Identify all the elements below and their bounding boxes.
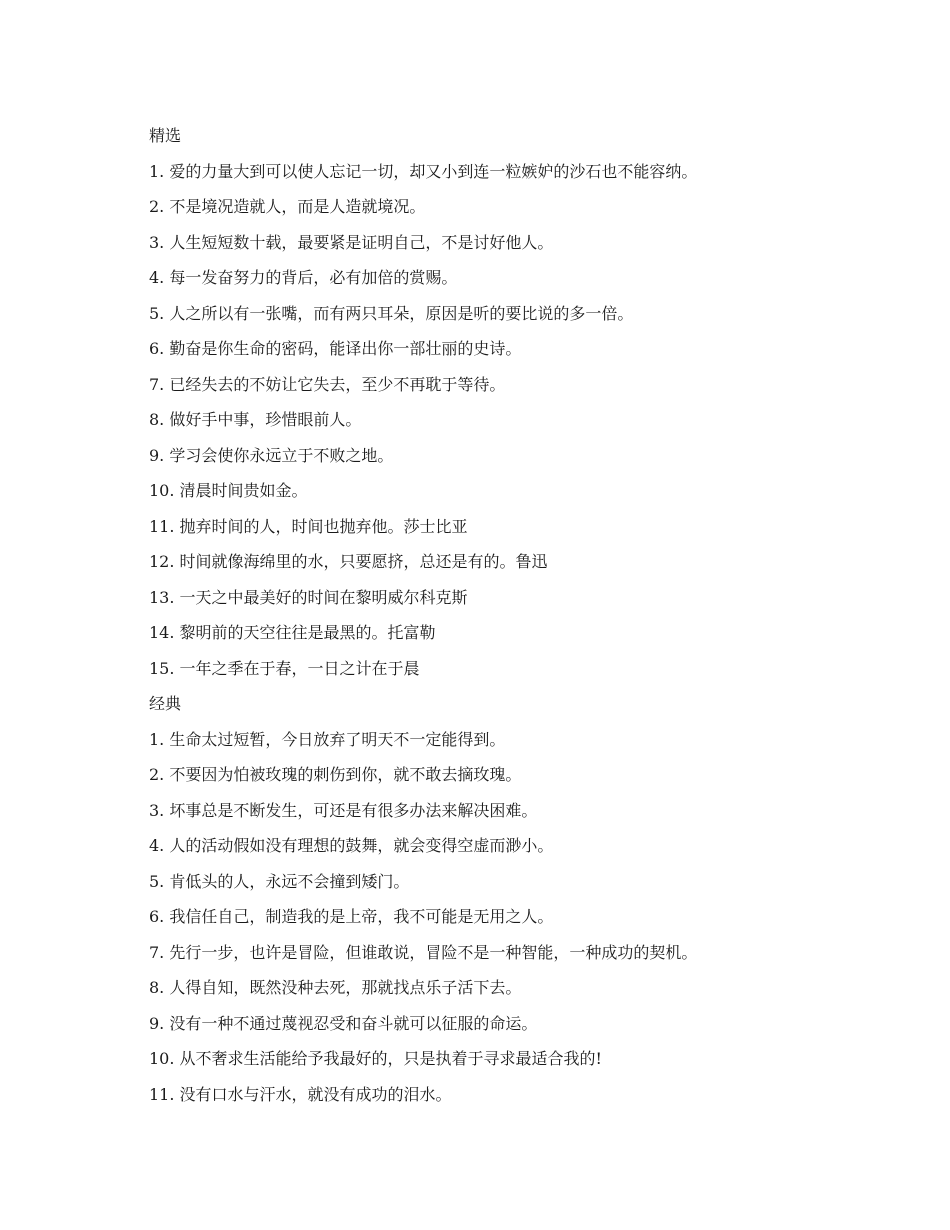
section-classic (149, 686, 849, 1112)
quote-item: 6. 勤奋是你生命的密码，能译出你一部壮丽的史诗。 (149, 339, 522, 358)
section-heading: 经典 (149, 694, 182, 713)
section-featured (149, 118, 849, 686)
quote-item: 9. 没有一种不通过蔑视忍受和奋斗就可以征服的命运。 (149, 1013, 538, 1033)
document-page (149, 118, 849, 1112)
quote-item: 2. 不是境况造就人，而是人造就境况。 (149, 197, 426, 216)
quote-item: 12. 时间就像海绵里的水，只要愿挤，总还是有的。鲁迅 (149, 552, 548, 571)
quote-item: 10. 清晨时间贵如金。 (149, 481, 308, 500)
section-heading: 精选 (149, 126, 182, 145)
quote-item: 5. 人之所以有一张嘴，而有两只耳朵，原因是听的要比说的多一倍。 (149, 303, 634, 323)
quote-item: 1. 生命太过短暂，今日放弃了明天不一定能得到。 (149, 729, 506, 749)
quote-item: 13. 一天之中最美好的时间在黎明威尔科克斯 (149, 587, 468, 607)
quote-item: 14. 黎明前的天空往往是最黑的。托富勒 (149, 623, 436, 642)
quote-item: 6. 我信任自己，制造我的是上帝，我不可能是无用之人。 (149, 907, 554, 926)
quote-item: 3. 坏事总是不断发生，可还是有很多办法来解决困难。 (149, 800, 538, 820)
quote-item: 11. 没有口水与汗水，就没有成功的泪水。 (149, 1084, 452, 1104)
quote-item: 8. 人得自知，既然没种去死，那就找点乐子活下去。 (149, 978, 522, 997)
quote-item: 4. 每一发奋努力的背后，必有加倍的赏赐。 (149, 268, 458, 287)
quote-item: 10. 从不奢求生活能给予我最好的，只是执着于寻求最适合我的! (149, 1049, 602, 1068)
quote-item: 9. 学习会使你永远立于不败之地。 (149, 445, 394, 465)
quote-item: 11. 抛弃时间的人，时间也抛弃他。莎士比亚 (149, 516, 468, 536)
quote-item: 3. 人生短短数十载，最要紧是证明自己，不是讨好他人。 (149, 232, 554, 252)
quote-item: 7. 先行一步，也许是冒险，但谁敢说，冒险不是一种智能，一种成功的契机。 (149, 942, 698, 962)
quote-item: 8. 做好手中事，珍惜眼前人。 (149, 410, 362, 429)
quote-item: 5. 肯低头的人，永远不会撞到矮门。 (149, 871, 410, 891)
quote-item: 7. 已经失去的不妨让它失去，至少不再耽于等待。 (149, 374, 506, 394)
quote-item: 4. 人的活动假如没有理想的鼓舞，就会变得空虚而渺小。 (149, 836, 554, 855)
quote-item: 15. 一年之季在于春，一日之计在于晨 (149, 658, 420, 678)
quote-item: 1. 爱的力量大到可以使人忘记一切，却又小到连一粒嫉妒的沙石也不能容纳。 (149, 161, 698, 181)
quote-item: 2. 不要因为怕被玫瑰的刺伤到你，就不敢去摘玫瑰。 (149, 765, 522, 784)
